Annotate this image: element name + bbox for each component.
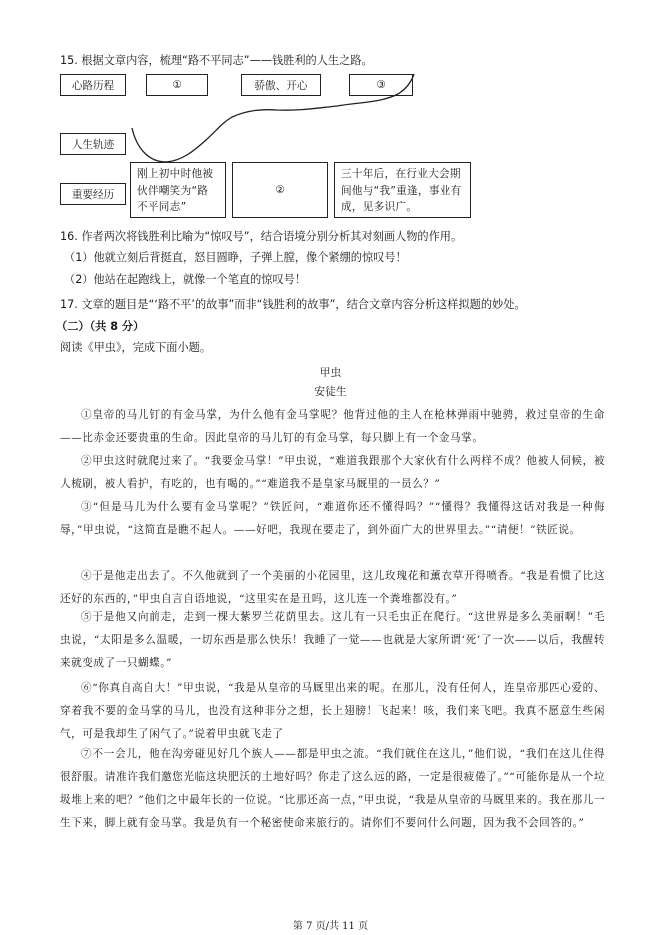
paragraph-4: ④于是他走出去了。不久他就到了一个美丽的小花园里，这儿玫瑰花和薰衣草开得喷香。“我是看惯了比这还好的东西的，”甲虫自言自语地说，“这里实在是丑吗，这儿连一个粪堆都没有。” — [60, 570, 605, 605]
mood-cell-2: 骄傲、开心 — [241, 74, 321, 96]
article-author: 安徒生 — [314, 385, 347, 398]
paragraph-5: ⑤于是他又向前走，走到一棵大紫罗兰花荫里去。这儿有一只毛虫正在爬行。“这世界是多么美丽啊！”毛虫说，“太阳是多么温暖，一切东西是那么快乐！我睡了一觉——也就是大家所谓‘死’了一次——以后，我醒转来就变成了一只蝴蝶。” — [60, 611, 605, 669]
row-label-mood: 心路历程 — [60, 74, 126, 96]
life-trajectory-curve — [0, 0, 661, 250]
q16-item-1: （1）他就立刻后背挺直，怒目圆睁，子弹上膛，像个紧绷的惊叹号！ — [64, 251, 407, 264]
article-title: 甲虫 — [319, 366, 342, 379]
paragraph-3: ③“但是马儿为什么要有金马掌呢？”铁匠问，“难道你还不懂得吗？”“懂得？我懂得这话对我是一种侮辱，”甲虫说，“这简直是瞧不起人。——好吧，我现在要走了，到外面广大的世界里去。”“请便！”铁匠说。 — [60, 501, 605, 536]
mood-blank-1: ① — [146, 74, 208, 96]
paragraph-7: ⑦不一会儿，他在沟旁碰见好几个族人——都是甲虫之流。“我们就住在这儿，”他们说，“我们在这儿住得很舒服。请准许我们邀您光临这块肥沃的土地好吗？你走了这么远的路，一定是很疲倦了。”“可能你是从一个垃圾堆上来的吧？”他们之中最年长的一位说。“比那还高一点，”甲虫说，“我是从皇帝的马厩里来的。我在那儿一生下来，脚上就有金马掌。我是负有一个秘密使命来旅行的。请你们不要问什么问题，因为我不会回答的。” — [60, 748, 605, 829]
q16-item-2: （2）他站在起跑线上，就像一个笔直的惊叹号！ — [64, 273, 307, 286]
experience-blank-2: ② — [232, 162, 328, 218]
q17-stem: 17. 文章的题目是“‘路不平’的故事”而非“钱胜利的故事”，结合文章内容分析这样拟题的妙处。 — [60, 298, 526, 311]
paragraph-1: ①皇帝的马儿钉的有金马掌，为什么他有金马掌呢？他背过他的主人在枪林弹雨中驰骋，救过皇帝的生命——比赤金还要贵重的生命。因此皇帝的马儿钉的有金马掌，每只脚上有一个金马掌。 — [60, 409, 605, 444]
section-instruction: 阅读《甲虫》，完成下面小题。 — [60, 341, 212, 354]
q16-stem: 16. 作者两次将钱胜利比喻为“惊叹号”，结合语境分别分析其对刻画人物的作用。 — [60, 230, 463, 243]
mood-blank-3: ③ — [349, 74, 413, 96]
row-label-experience: 重要经历 — [60, 183, 126, 205]
paragraph-6: ⑥“你真自高自大！”甲虫说，“我是从皇帝的马厩里出来的呢。在那儿，没有任何人，连皇帝那匹心爱的、穿着我不要的金马掌的马儿，也没有这种非分之想，长上翅膀！飞起来！咳，我们来飞吧。我真不愿意生些闲气，可是我却生了闲气了。”说着甲虫就飞走了 — [60, 682, 605, 740]
q15-stem: 15. 根据文章内容，梳理“路不平同志”——钱胜利的人生之路。 — [60, 54, 373, 67]
section-heading: （二）（共 8 分） — [56, 320, 145, 333]
page-footer: 第 7 页/共 11 页 — [292, 921, 369, 932]
row-label-trajectory: 人生轨迹 — [60, 133, 126, 155]
experience-cell-3: 三十年后，在行业大会期间他与“我”重逢，事业有成，见多识广。 — [334, 162, 471, 218]
experience-cell-1: 刚上初中时他被伙伴嘲笑为“路不平同志” — [130, 162, 226, 218]
paragraph-2: ②甲虫这时就爬过来了。“我要金马掌！”甲虫说，“难道我跟那个大家伙有什么两样不成？他被人伺候，被人梳刷，被人看护，有吃的，也有喝的。”“难道我不是皇家马厩里的一员么？” — [60, 455, 605, 490]
